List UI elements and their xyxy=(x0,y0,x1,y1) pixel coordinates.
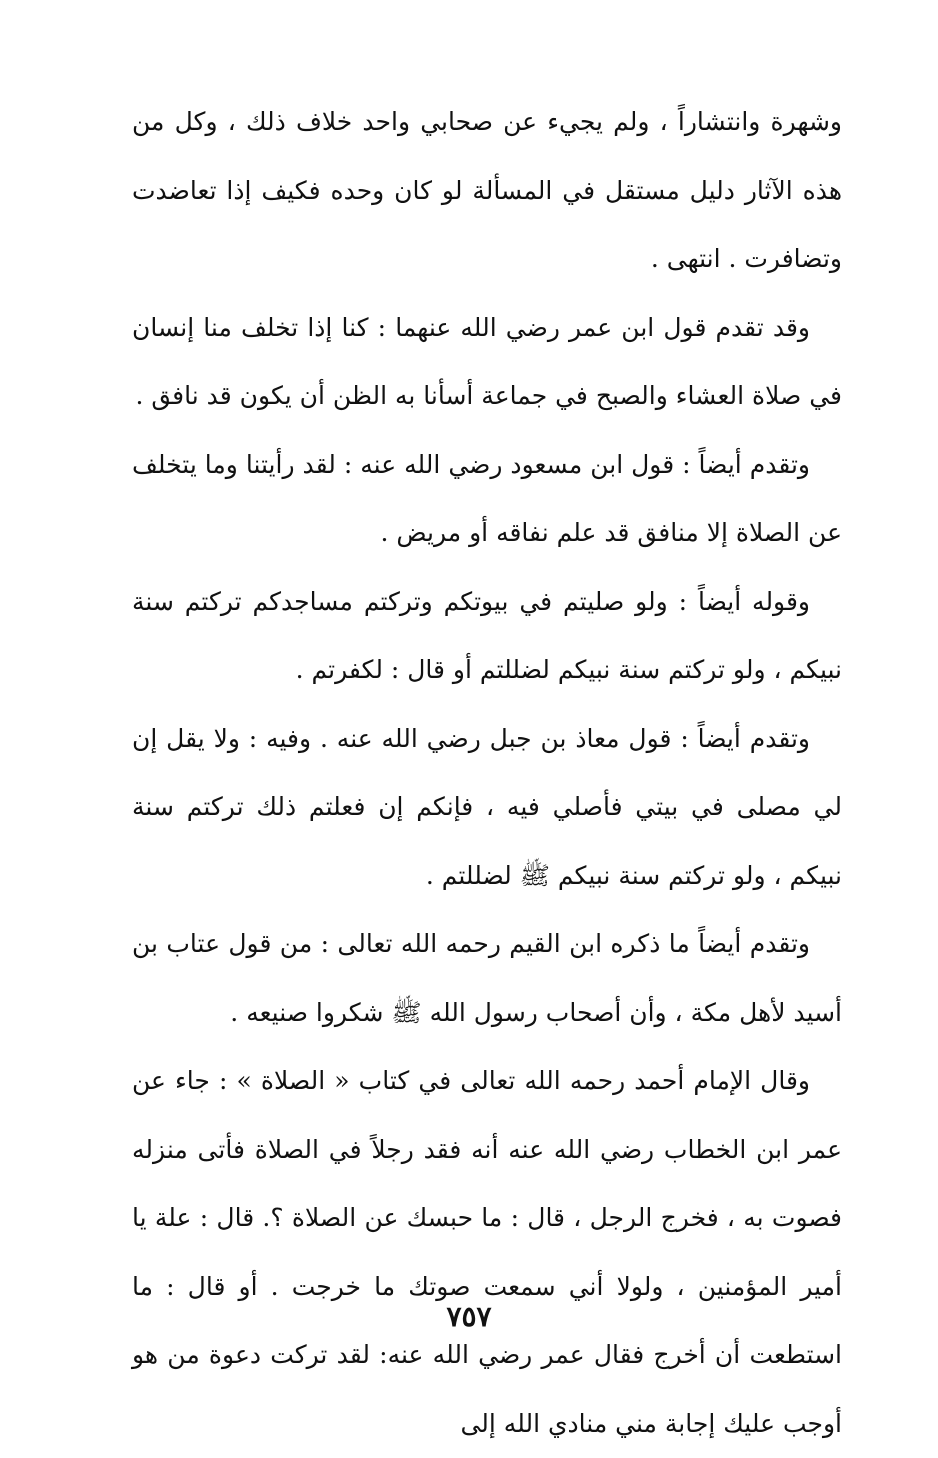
paragraph-3: وتقدم أيضاً : قول ابن مسعود رضي الله عنه : لقد رأيتنا وما يتخلف عن الصلاة إلا منافق قد علم نفاقه أو مريض . xyxy=(132,449,842,547)
body-text xyxy=(132,88,842,1458)
paragraph-4: وقوله أيضاً : ولو صليتم في بيوتكم وتركتم مساجدكم تركتم سنة نبيكم ، ولو تركتم سنة نبيكم لضللتم أو قال : لكفرتم . xyxy=(132,586,842,684)
paragraph-6: وتقدم أيضاً ما ذكره ابن القيم رحمه الله تعالى : من قول عتاب بن أسيد لأهل مكة ، وأن أصحاب رسول الله ﷺ شكروا صنيعه . xyxy=(132,929,842,1027)
paragraph-2: وقد تقدم قول ابن عمر رضي الله عنهما : كنا إذا تخلف منا إنسان في صلاة العشاء والصبح في جماعة أسأنا به الظن أن يكون قد نافق . xyxy=(132,312,842,410)
paragraph-1: وشهرة وانتشاراً ، ولم يجيء عن صحابي واحد خلاف ذلك ، وكل من هذه الآثار دليل مستقل في المسألة لو كان وحده فكيف إذا تعاضدت وتضافرت . انتهى . xyxy=(132,107,842,273)
page-number: ٧٥٧ xyxy=(446,1300,492,1333)
paragraph-7: وقال الإمام أحمد رحمه الله تعالى في كتاب « الصلاة » : جاء عن عمر ابن الخطاب رضي الله عنه أنه فقد رجلاً في الصلاة فأتى منزله فصوت به ، فخرج الرجل ، قال : ما حبسك عن الصلاة ؟. قال : علة يا أمير المؤمنين ، ولولا أني سمعت صوتك ما خرجت . أو قال : ما استطعت أن أخرج فقال عمر رضي الله عنه: لقد تركت دعوة من هو أوجب عليك إجابة مني منادي الله إلى xyxy=(132,1066,842,1438)
paragraph-5: وتقدم أيضاً : قول معاذ بن جبل رضي الله عنه . وفيه : ولا يقل إن لي مصلى في بيتي فأصلي فيه ، فإنكم إن فعلتم ذلك تركتم سنة نبيكم ، ولو تركتم سنة نبيكم ﷺ لضللتم . xyxy=(132,723,842,890)
